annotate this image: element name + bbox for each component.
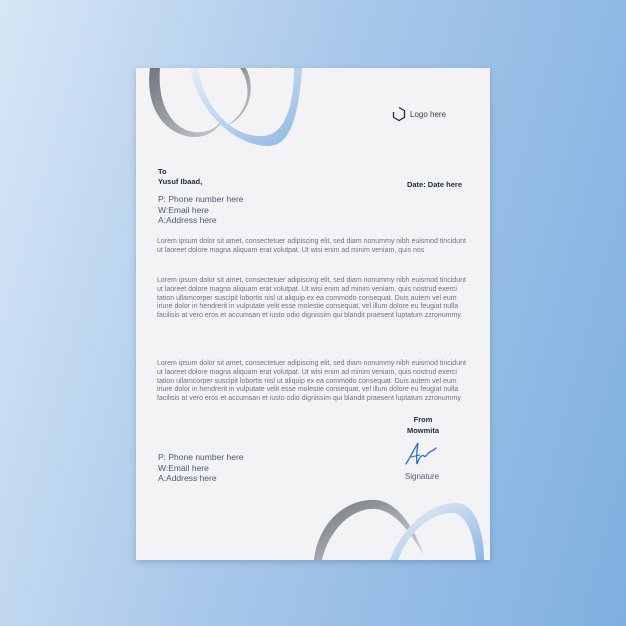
from-label: From — [413, 415, 433, 424]
bottom-swoosh-decoration — [306, 493, 490, 560]
email-line: W:Email here — [158, 204, 209, 215]
handwritten-signature-icon — [402, 440, 438, 468]
date-line: Date: Date here — [406, 180, 462, 189]
to-label: To — [158, 167, 167, 176]
address-line: A:Address here — [158, 215, 217, 225]
logo — [392, 106, 446, 122]
body-paragraph-3: Lorem ipsum dolor sit amet, consectetuer adipiscing elit, sed diam nonummy nibh euismod tincidunt ut laoreet dolore magna aliquam erat volutpat. Ut wisi enim ad minim veniam, quis nostrud exerci tation ullamcorper suscipit lobortis nisl ut aliquip ex ea commodo consequat. Duis autem vel eum iriure dolor in hendrerit in vulputate velit esse molestie consequat, vel illum dolore eu feugiat nulla facilisis at vero eros et accumsan et iusto odio dignissim qui blandit praesent luptatum zzrонummy — [157, 360, 466, 403]
recipient-contact — [158, 194, 244, 226]
body-paragraph-1: Lorem ipsum dolor sit amet, consectetuer adipiscing elit, sed diam nonummy nibh euismod tincidunt ut laoreet dolore magna aliquam erat volutpat. Ut wisi enim ad minim veniam, quis nos — [157, 238, 466, 254]
sender-name: Mowmita — [406, 426, 440, 435]
hexagon-outline-icon — [392, 106, 406, 122]
letterhead-page — [136, 68, 490, 560]
address-line: A:Address here — [158, 473, 217, 483]
logo-text: Logo here — [410, 109, 447, 119]
sender-contact — [158, 452, 244, 484]
sender-block — [398, 414, 448, 436]
body-paragraph-2: Lorem ipsum dolor sit amet, consectetuer adipiscing elit, sed diam nonummy nibh euismod tincidunt ut laoreet dolore magna aliquam erat volutpat. Ut wisi enim ad minim veniam, quis nostrud exerci tation ullamcorper suscipit lobortis nisl ut aliquip ex ea commodo consequat. Duis autem vel eum iriure dolor in hendrerit in vulputate velit esse molestie consequat, vel illum dolore eu feugiat nulla facilisis at vero eros et accumsan et iusto odio dignissim qui blandit praesent luptatum zzrонummy — [157, 277, 466, 320]
recipient-name: Yusuf Ibaad, — [158, 177, 203, 186]
top-swoosh-decoration — [136, 68, 316, 150]
signature-label: Signature — [404, 472, 440, 481]
phone-line: P: Phone number here — [158, 194, 244, 204]
email-line: W:Email here — [158, 462, 209, 473]
phone-line: P: Phone number here — [158, 452, 244, 462]
